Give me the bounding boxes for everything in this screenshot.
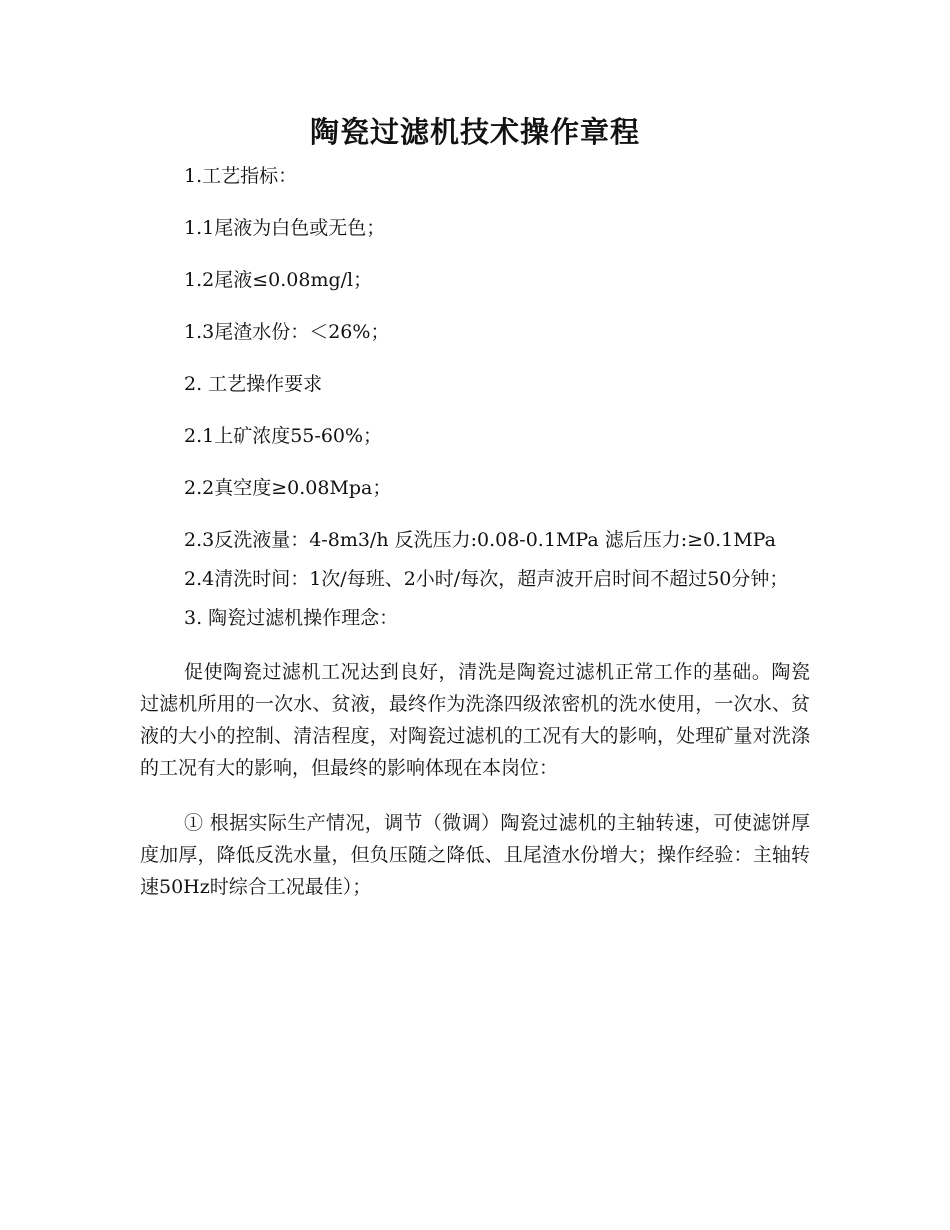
paragraph-ore-concentration: 2.1上矿浓度55-60%； bbox=[184, 425, 383, 447]
paragraph-vacuum-degree: 2.2真空度≥0.08Mpa； bbox=[184, 477, 392, 499]
paragraph-spindle-speed: ① 根据实际生产情况，调节（微调）陶瓷过滤机的主轴转速，可使滤饼厚度加厚，降低反洗水量，但负压随之降低、且尾渣水份增大；操作经验：主轴转速50Hz时综合工况最佳）； bbox=[140, 812, 810, 898]
paragraph-concept-detail: 促使陶瓷过滤机工况达到良好，清洗是陶瓷过滤机正常工作的基础。陶瓷过滤机所用的一次水、贫液，最终作为洗涤四级浓密机的洗水使用，一次水、贫液的大小的控制、清洁程度，对陶瓷过滤机的工况有大的影响，处理矿量对洗涤的工况有大的影响，但最终的影响体现在本岗位： bbox=[140, 661, 810, 779]
paragraph-tail-residue-moisture: 1.3尾渣水份：＜26%； bbox=[184, 321, 390, 343]
document-body bbox=[140, 162, 810, 903]
paragraph-cleaning-time: 2.4清洗时间：1次/每班、2小时/每次，超声波开启时间不超过50分钟； bbox=[184, 568, 789, 590]
paragraph-tail-liquid-color: 1.1尾液为白色或无色； bbox=[184, 217, 386, 239]
paragraph-backwash: 2.3反洗液量：4-8m3/h 反洗压力:0.08-0.1MPa 滤后压力:≥0.1MPa bbox=[184, 529, 776, 551]
paragraph-tail-liquid-concentration: 1.2尾液≤0.08mg/l； bbox=[184, 269, 373, 291]
paragraph-process-indicators: 1.工艺指标： bbox=[184, 165, 298, 187]
document-title: 陶瓷过滤机技术操作章程 bbox=[309, 115, 640, 149]
paragraph-operation-requirements: 2. 工艺操作要求 bbox=[184, 373, 323, 395]
paragraph-operation-concept: 3. 陶瓷过滤机操作理念： bbox=[184, 607, 399, 629]
